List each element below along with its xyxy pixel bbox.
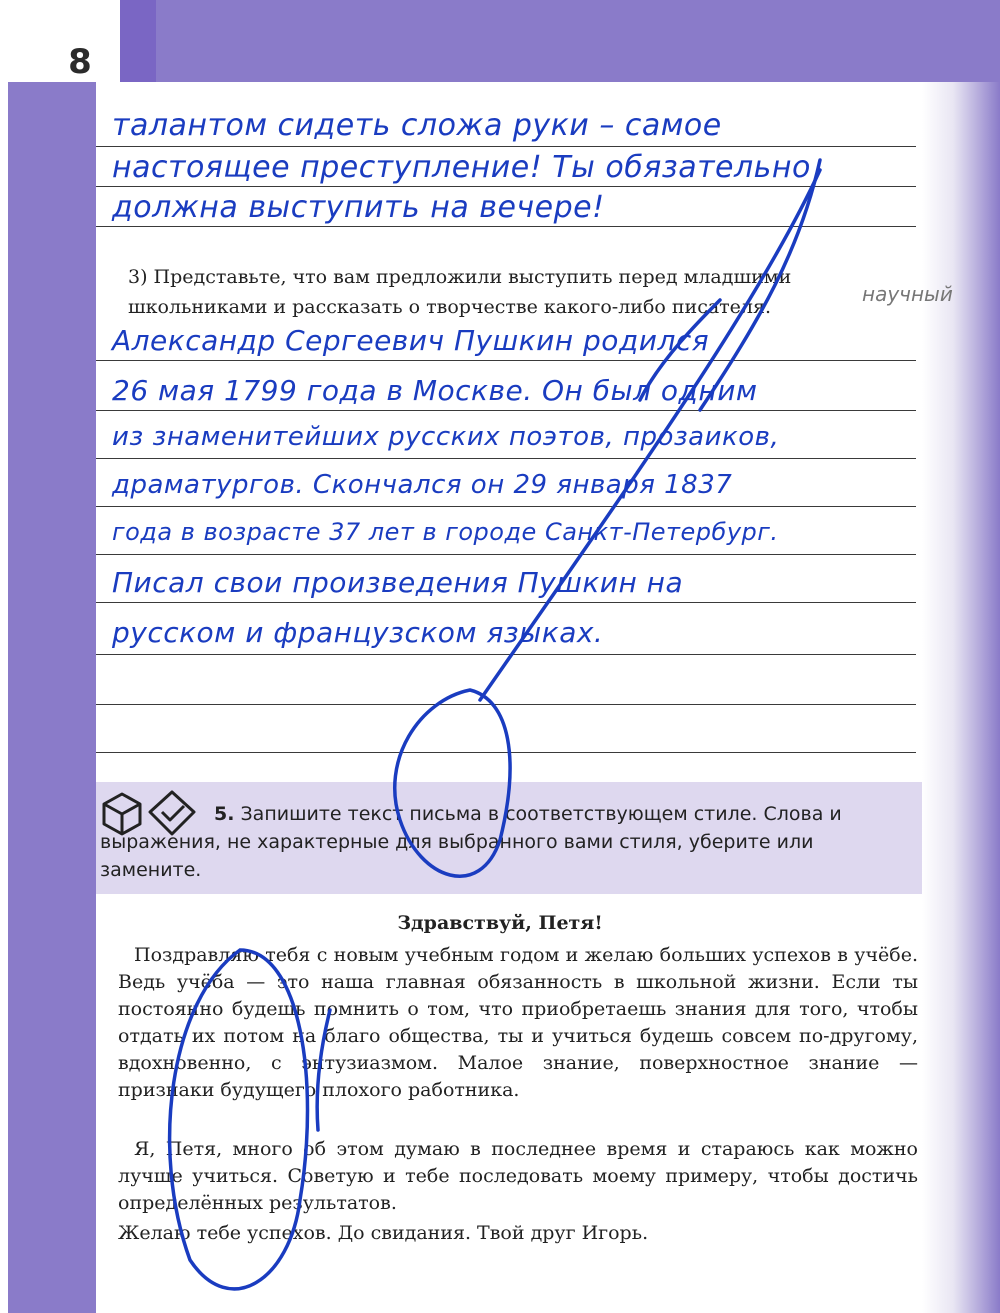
handwritten-answer-line: 26 мая 1799 года в Москве. Он был одним bbox=[112, 374, 758, 407]
letter-paragraph-2: Я, Петя, много об этом думаю в последнее время и стараюсь как можно лучше учиться. Советую и тебе последовать моему примеру, чтобы достичь определённых результатов. bbox=[118, 1138, 918, 1214]
letter-greeting: Здравствуй, Петя! bbox=[397, 912, 603, 934]
handwritten-answer-line: Писал свои произведения Пушкин на bbox=[112, 566, 684, 599]
task3-prompt-line2: школьниками и рассказать о творчестве какого-либо писателя. bbox=[128, 296, 772, 318]
writing-line bbox=[96, 704, 916, 705]
writing-line bbox=[96, 654, 916, 655]
writing-line bbox=[96, 554, 916, 555]
letter-paragraph-3: Желаю тебе успехов. До свидания. Твой друг Игорь. bbox=[118, 1222, 649, 1244]
letter-paragraph-1: Поздравляю тебя с новым учебным годом и желаю больших успехов в учёбе. Ведь учёба — это наша главная обязанность в школьной жизни. Если ты постоянно будешь помнить о том, что приобретаешь знания для того, чтобы отдать их потом на благо общества, ты и учиться будешь совсем по-другому, вдохновенно, с энтузиазмом. Малое знание, поверхностное знание — признаки будущего плохого работника. bbox=[118, 944, 918, 1101]
handwritten-answer-line: драматургов. Скончался он 29 января 1837 bbox=[112, 470, 733, 500]
writing-line bbox=[96, 226, 916, 227]
page-number: 8 bbox=[68, 42, 92, 82]
task5-number: 5. bbox=[214, 803, 235, 825]
handwritten-line: настоящее преступление! Ты обязательно bbox=[112, 150, 811, 185]
writing-line bbox=[96, 410, 916, 411]
page-tab-accent bbox=[120, 0, 156, 82]
writing-line bbox=[96, 186, 916, 187]
task3-prompt-line1: 3) Представьте, что вам предложили выступить перед младшими bbox=[128, 266, 792, 288]
handwritten-answer-line: русском и французском языках. bbox=[112, 616, 604, 649]
writing-line bbox=[96, 752, 916, 753]
writing-line bbox=[96, 506, 916, 507]
handwritten-answer-line: года в возрасте 37 лет в городе Санкт-Петербург. bbox=[112, 518, 779, 546]
writing-line bbox=[96, 146, 916, 147]
handwritten-answer-line: из знаменитейших русских поэтов, прозаиков, bbox=[112, 422, 780, 452]
writing-line bbox=[96, 602, 916, 603]
handwritten-line: талантом сидеть сложа руки – самое bbox=[112, 108, 722, 143]
margin-note: научный bbox=[862, 282, 953, 306]
task5-prompt bbox=[100, 800, 920, 884]
sheet-edge bbox=[922, 82, 1000, 1313]
handwritten-answer-line: Александр Сергеевич Пушкин родился bbox=[112, 324, 710, 357]
writing-line bbox=[96, 360, 916, 361]
task5-instructions: Запишите текст письма в соответствующем стиле. Слова и выражения, не характерные для выбранного вами стиля, уберите или замените. bbox=[100, 803, 842, 881]
writing-line bbox=[96, 458, 916, 459]
handwritten-line: должна выступить на вечере! bbox=[112, 190, 605, 225]
